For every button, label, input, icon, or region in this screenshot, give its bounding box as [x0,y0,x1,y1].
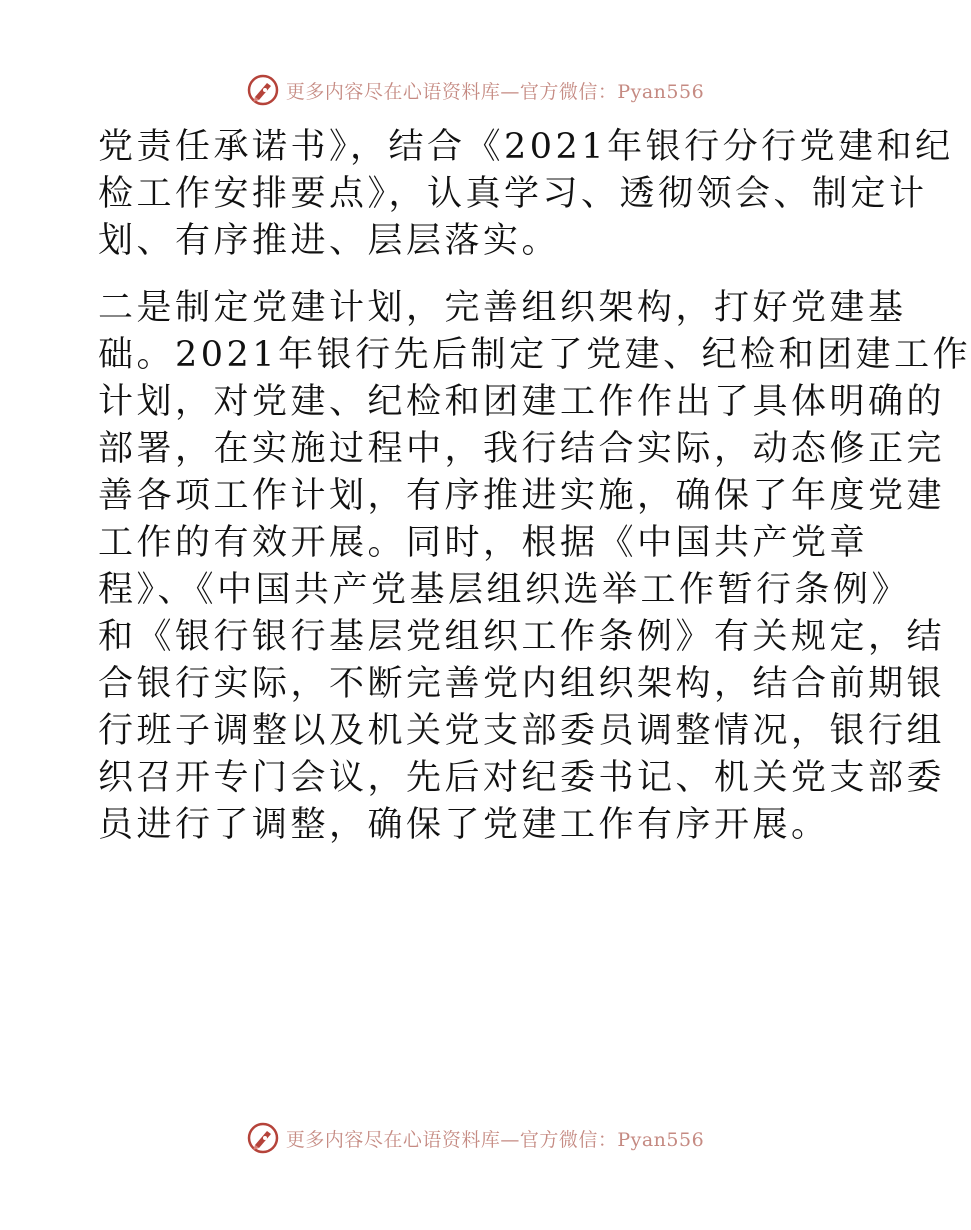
watermark-footer [0,1118,950,1158]
text-line: 程》、《中国共产党基层组织选举工作暂行条例》 [98,570,911,610]
watermark-dash: — [500,80,520,103]
text-line: 二是制定党建计划，完善组织架构，打好党建基 [98,288,907,328]
text-line: 合银行实际，不断完善党内组织架构，结合前期银 [98,664,946,704]
pen-logo-icon [246,73,280,107]
watermark-text [286,77,704,104]
text-line: 划、有序推进、层层落实。 [98,221,561,261]
watermark-wechat: 官方微信：Pyan556 [519,80,705,103]
text-line: 和《银行银行基层党组织工作条例》有关规定，结 [98,617,946,657]
text-line: 党责任承诺书》，结合《2021年银行分行党建和纪 [98,127,954,167]
text-line: 础。2021年银行先后制定了党建、纪检和团建工作 [98,335,971,375]
text-line: 员进行了调整，确保了党建工作有序开展。 [98,805,830,845]
watermark-site: 更多内容尽在心语资料库 [285,1128,501,1151]
text-line: 工作的有效开展。同时，根据《中国共产党章 [98,523,869,563]
paragraph-2 [98,285,971,849]
pen-logo-icon [246,1121,280,1155]
watermark-dash: — [500,1128,520,1151]
watermark-header [0,70,950,110]
text-line: 部署，在实施过程中，我行结合实际，动态修正完 [98,429,946,469]
document-body [98,124,971,849]
text-line: 善各项工作计划，有序推进实施，确保了年度党建 [98,476,946,516]
text-line: 检工作安排要点》，认真学习、透彻领会、制定计 [98,174,928,214]
watermark-text [286,1125,704,1152]
text-line: 织召开专门会议，先后对纪委书记、机关党支部委 [98,758,946,798]
watermark-site: 更多内容尽在心语资料库 [285,80,501,103]
text-line: 计划，对党建、纪检和团建工作作出了具体明确的 [98,382,946,422]
watermark-wechat: 官方微信：Pyan556 [519,1128,705,1151]
text-line: 行班子调整以及机关党支部委员调整情况，银行组 [98,711,946,751]
paragraph-1 [98,124,954,265]
